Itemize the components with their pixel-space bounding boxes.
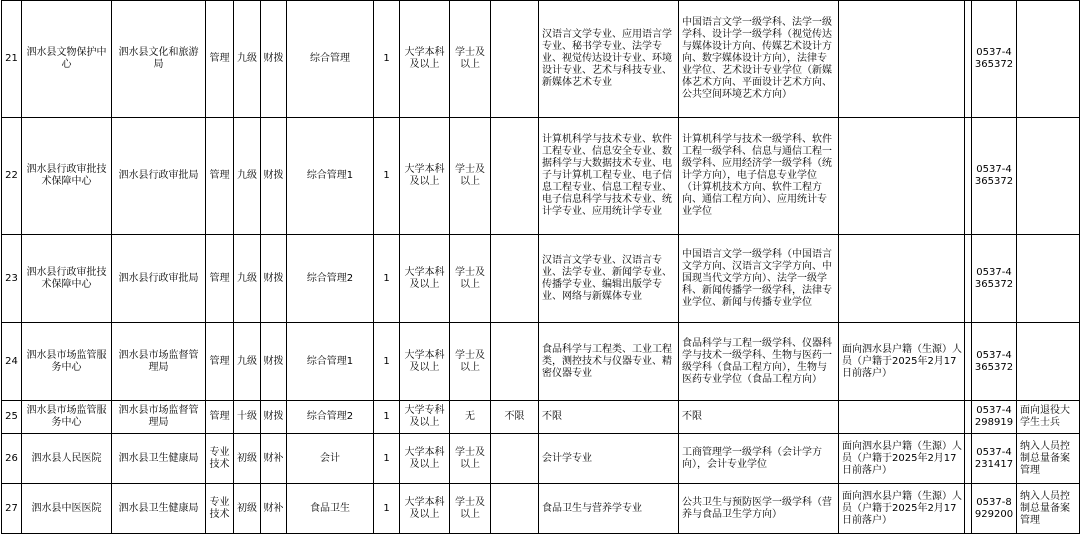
hiring-count-cell: 1	[374, 1, 400, 118]
post-category-cell: 管理	[206, 235, 234, 323]
post-category-cell: 专业技术	[206, 484, 234, 534]
funding-type-cell: 财拨	[261, 118, 287, 235]
degree-requirement-cell: 学士及以上	[450, 235, 491, 323]
contact-phone-cell: 0537-4231417	[972, 434, 1017, 484]
contact-phone-cell: 0537-4298919	[972, 401, 1017, 434]
table-row	[2, 1, 1080, 118]
post-name-cell: 食品卫生	[287, 484, 374, 534]
remarks-cell	[1017, 235, 1080, 323]
other-requirements-cell: 面向泗水县户籍（生源）人员（户籍于2025年2月17日前落户）	[839, 323, 965, 401]
supervising-department-cell: 泗水县市场监督管理局	[112, 323, 206, 401]
other-requirements-cell: 面向泗水县户籍（生源）人员（户籍于2025年2月17日前落户）	[839, 434, 965, 484]
graduate-majors-cell: 中国语言文学一级学科（中国语言文学方向、汉语言文字学方向、中国现当代文学方向）、法学一级学科、新闻传播学一级学科，法律专业学位、新闻与传播专业学位	[679, 235, 839, 323]
education-requirement-cell: 大学本科及以上	[400, 1, 450, 118]
extra-column-cell	[965, 484, 972, 534]
supervising-department-cell: 泗水县市场监督管理局	[112, 401, 206, 434]
post-name-cell: 会计	[287, 434, 374, 484]
row-number-cell: 22	[2, 118, 22, 235]
remarks-cell: 纳入人员控制总量备案管理	[1017, 434, 1080, 484]
hiring-unit-cell: 泗水县行政审批技术保障中心	[22, 235, 112, 323]
extra-column-cell	[965, 118, 972, 235]
age-requirement-cell	[491, 1, 539, 118]
hiring-unit-cell: 泗水县文物保护中心	[22, 1, 112, 118]
hiring-count-cell: 1	[374, 434, 400, 484]
contact-phone-cell: 0537-4365372	[972, 118, 1017, 235]
degree-requirement-cell: 学士及以上	[450, 1, 491, 118]
remarks-cell: 面向退役大学生士兵	[1017, 401, 1080, 434]
undergraduate-majors-cell: 食品科学与工程类、工业工程类，测控技术与仪器专业、精密仪器专业	[539, 323, 679, 401]
table-body	[2, 1, 1080, 534]
undergraduate-majors-cell: 汉语言文学专业、汉语言专业、法学专业、新闻学专业、传播学专业、编辑出版学专业、网络与新媒体专业	[539, 235, 679, 323]
contact-phone-cell: 0537-4365372	[972, 1, 1017, 118]
age-requirement-cell: 不限	[491, 401, 539, 434]
age-requirement-cell	[491, 434, 539, 484]
post-level-cell: 初级	[234, 434, 261, 484]
post-level-cell: 九级	[234, 235, 261, 323]
contact-phone-cell: 0537-8929200	[972, 484, 1017, 534]
extra-column-cell	[965, 401, 972, 434]
post-level-cell: 九级	[234, 118, 261, 235]
post-level-cell: 九级	[234, 1, 261, 118]
contact-phone-cell: 0537-4365372	[972, 235, 1017, 323]
row-number-cell: 26	[2, 434, 22, 484]
post-name-cell: 综合管理2	[287, 401, 374, 434]
funding-type-cell: 财拨	[261, 1, 287, 118]
supervising-department-cell: 泗水县卫生健康局	[112, 484, 206, 534]
supervising-department-cell: 泗水县行政审批局	[112, 118, 206, 235]
education-requirement-cell: 大学本科及以上	[400, 434, 450, 484]
row-number-cell: 27	[2, 484, 22, 534]
graduate-majors-cell: 食品科学与工程一级学科、仪器科学与技术一级学科、生物与医药一级学科（食品工程方向），生物与医药专业学位（食品工程方向）	[679, 323, 839, 401]
hiring-count-cell: 1	[374, 235, 400, 323]
other-requirements-cell	[839, 118, 965, 235]
remarks-cell	[1017, 1, 1080, 118]
supervising-department-cell: 泗水县行政审批局	[112, 235, 206, 323]
undergraduate-majors-cell: 计算机科学与技术专业、软件工程专业、信息安全专业、数据科学与大数据技术专业、电子与计算机工程专业、电子信息工程专业、信息工程专业、电子信息科学与技术专业、统计学专业、应用统计学专业	[539, 118, 679, 235]
extra-column-cell	[965, 235, 972, 323]
remarks-cell	[1017, 323, 1080, 401]
hiring-count-cell: 1	[374, 484, 400, 534]
hiring-count-cell: 1	[374, 118, 400, 235]
remarks-cell	[1017, 118, 1080, 235]
funding-type-cell: 财拨	[261, 235, 287, 323]
supervising-department-cell: 泗水县卫生健康局	[112, 434, 206, 484]
age-requirement-cell	[491, 118, 539, 235]
education-requirement-cell: 大学本科及以上	[400, 323, 450, 401]
row-number-cell: 24	[2, 323, 22, 401]
undergraduate-majors-cell: 会计学专业	[539, 434, 679, 484]
undergraduate-majors-cell: 食品卫生与营养学专业	[539, 484, 679, 534]
post-name-cell: 综合管理1	[287, 323, 374, 401]
education-requirement-cell: 大学本科及以上	[400, 235, 450, 323]
post-level-cell: 九级	[234, 323, 261, 401]
other-requirements-cell	[839, 1, 965, 118]
post-level-cell: 十级	[234, 401, 261, 434]
other-requirements-cell: 面向泗水县户籍（生源）人员（户籍于2025年2月17日前落户）	[839, 484, 965, 534]
hiring-unit-cell: 泗水县市场监管服务中心	[22, 323, 112, 401]
education-requirement-cell: 大学本科及以上	[400, 484, 450, 534]
table-row	[2, 118, 1080, 235]
extra-column-cell	[965, 1, 972, 118]
age-requirement-cell	[491, 235, 539, 323]
degree-requirement-cell: 学士及以上	[450, 323, 491, 401]
post-category-cell: 管理	[206, 118, 234, 235]
undergraduate-majors-cell: 汉语言文学专业、应用语言学专业、秘书学专业、法学专业、视觉传达设计专业、环境设计专业、艺术与科技专业、新媒体艺术专业	[539, 1, 679, 118]
row-number-cell: 21	[2, 1, 22, 118]
post-category-cell: 管理	[206, 401, 234, 434]
post-category-cell: 专业技术	[206, 434, 234, 484]
hiring-count-cell: 1	[374, 323, 400, 401]
hiring-unit-cell: 泗水县人民医院	[22, 434, 112, 484]
degree-requirement-cell: 学士及以上	[450, 484, 491, 534]
other-requirements-cell	[839, 401, 965, 434]
post-category-cell: 管理	[206, 323, 234, 401]
graduate-majors-cell: 公共卫生与预防医学一级学科（营养与食品卫生学方向）	[679, 484, 839, 534]
row-number-cell: 25	[2, 401, 22, 434]
row-number-cell: 23	[2, 235, 22, 323]
graduate-majors-cell: 计算机科学与技术一级学科、软件工程一级学科、信息与通信工程一级学科、应用经济学一级学科（统计学方向），电子信息专业学位（计算机技术方向、软件工程方向、通信工程方向）、应用统计专业学位	[679, 118, 839, 235]
education-requirement-cell: 大学本科及以上	[400, 118, 450, 235]
table-row	[2, 235, 1080, 323]
post-category-cell: 管理	[206, 1, 234, 118]
post-name-cell: 综合管理1	[287, 118, 374, 235]
extra-column-cell	[965, 323, 972, 401]
post-name-cell: 综合管理2	[287, 235, 374, 323]
remarks-cell: 纳入人员控制总量备案管理	[1017, 484, 1080, 534]
post-level-cell: 初级	[234, 484, 261, 534]
extra-column-cell	[965, 434, 972, 484]
graduate-majors-cell: 中国语言文学一级学科、法学一级学科、设计学一级学科（视觉传达与媒体设计方向、传媒艺术设计方向、数字媒体设计方向），法律专业学位、艺术设计专业学位（新媒体艺术方向、平面设计艺术方向、公共空间环境艺术方向）	[679, 1, 839, 118]
hiring-unit-cell: 泗水县市场监管服务中心	[22, 401, 112, 434]
hiring-count-cell: 1	[374, 401, 400, 434]
degree-requirement-cell: 无	[450, 401, 491, 434]
degree-requirement-cell: 学士及以上	[450, 118, 491, 235]
education-requirement-cell: 大学专科及以上	[400, 401, 450, 434]
age-requirement-cell	[491, 484, 539, 534]
recruitment-table	[1, 0, 1080, 534]
funding-type-cell: 财拨	[261, 323, 287, 401]
funding-type-cell: 财补	[261, 484, 287, 534]
graduate-majors-cell: 工商管理学一级学科（会计学方向），会计专业学位	[679, 434, 839, 484]
funding-type-cell: 财补	[261, 434, 287, 484]
contact-phone-cell: 0537-4365372	[972, 323, 1017, 401]
table-row	[2, 323, 1080, 401]
graduate-majors-cell: 不限	[679, 401, 839, 434]
degree-requirement-cell: 学士及以上	[450, 434, 491, 484]
funding-type-cell: 财拨	[261, 401, 287, 434]
supervising-department-cell: 泗水县文化和旅游局	[112, 1, 206, 118]
table-row	[2, 484, 1080, 534]
table-row	[2, 401, 1080, 434]
table-row	[2, 434, 1080, 484]
post-name-cell: 综合管理	[287, 1, 374, 118]
age-requirement-cell	[491, 323, 539, 401]
undergraduate-majors-cell: 不限	[539, 401, 679, 434]
hiring-unit-cell: 泗水县行政审批技术保障中心	[22, 118, 112, 235]
other-requirements-cell	[839, 235, 965, 323]
hiring-unit-cell: 泗水县中医医院	[22, 484, 112, 534]
